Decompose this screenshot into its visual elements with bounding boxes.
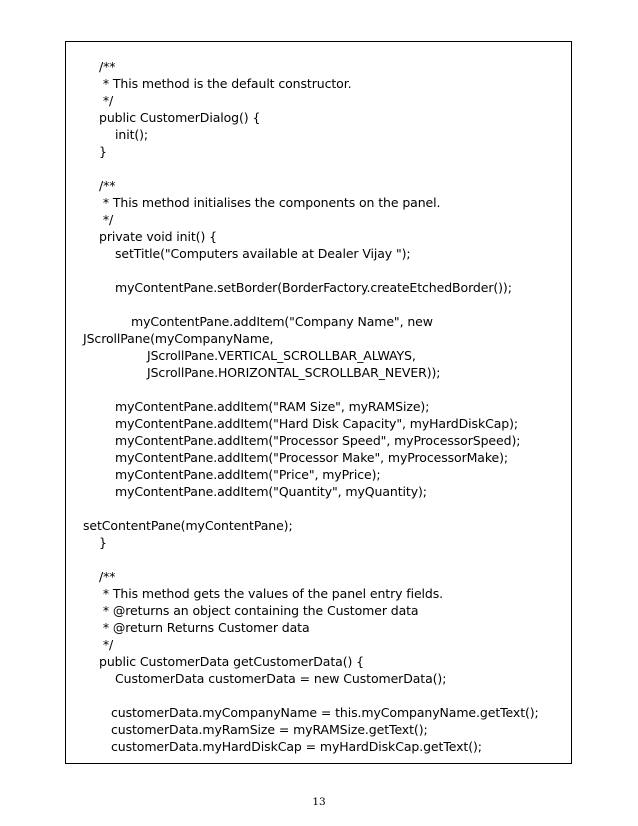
code-line: myContentPane.setBorder(BorderFactory.createEtchedBorder()); [115, 280, 512, 295]
code-line: * This method gets the values of the panel entry fields. [99, 586, 444, 601]
code-line: /** [99, 178, 116, 193]
code-line: myContentPane.addItem("Hard Disk Capacity", myHardDiskCap); [115, 416, 518, 431]
code-line: myContentPane.addItem("Quantity", myQuantity); [115, 484, 427, 499]
code-line: public CustomerDialog() { [99, 110, 261, 125]
code-line: myContentPane.addItem("Processor Make", myProcessorMake); [115, 450, 509, 465]
code-line: init(); [115, 127, 149, 142]
code-line: myContentPane.addItem("Processor Speed", myProcessorSpeed); [115, 433, 521, 448]
code-line: private void init() { [99, 229, 217, 244]
code-line: JScrollPane.HORIZONTAL_SCROLLBAR_NEVER)); [147, 365, 441, 380]
code-line: myContentPane.addItem("Price", myPrice); [115, 467, 381, 482]
code-line: */ [99, 212, 114, 227]
code-listing-frame [65, 41, 572, 764]
code-line: * This method is the default constructor. [99, 76, 352, 91]
code-line: setContentPane(myContentPane); [83, 518, 293, 533]
page-number: 13 [312, 796, 326, 808]
code-line: CustomerData customerData = new CustomerData(); [115, 671, 447, 686]
code-line: setTitle("Computers available at Dealer Vijay "); [115, 246, 411, 261]
code-line: myContentPane.addItem("Company Name", new [131, 314, 433, 329]
code-line: myContentPane.addItem("RAM Size", myRAMSize); [115, 399, 430, 414]
code-line: /** [99, 59, 116, 74]
code-line: customerData.myCompanyName = this.myCompanyName.getText(); [111, 705, 539, 720]
code-line: * @returns an object containing the Customer data [99, 603, 419, 618]
code-line: */ [99, 93, 114, 108]
code-line: customerData.myHardDiskCap = myHardDiskCap.getText(); [111, 739, 482, 754]
code-line: /** [99, 569, 116, 584]
code-line: JScrollPane.VERTICAL_SCROLLBAR_ALWAYS, [147, 348, 416, 363]
code-line: JScrollPane(myCompanyName, [83, 331, 274, 346]
code-line: } [99, 535, 107, 550]
code-line: * @return Returns Customer data [99, 620, 310, 635]
code-line: * This method initialises the components on the panel. [99, 195, 441, 210]
code-line: } [99, 144, 107, 159]
code-line: public CustomerData getCustomerData() { [99, 654, 364, 669]
code-line: */ [99, 637, 114, 652]
code-line: customerData.myRamSize = myRAMSize.getText(); [111, 722, 428, 737]
